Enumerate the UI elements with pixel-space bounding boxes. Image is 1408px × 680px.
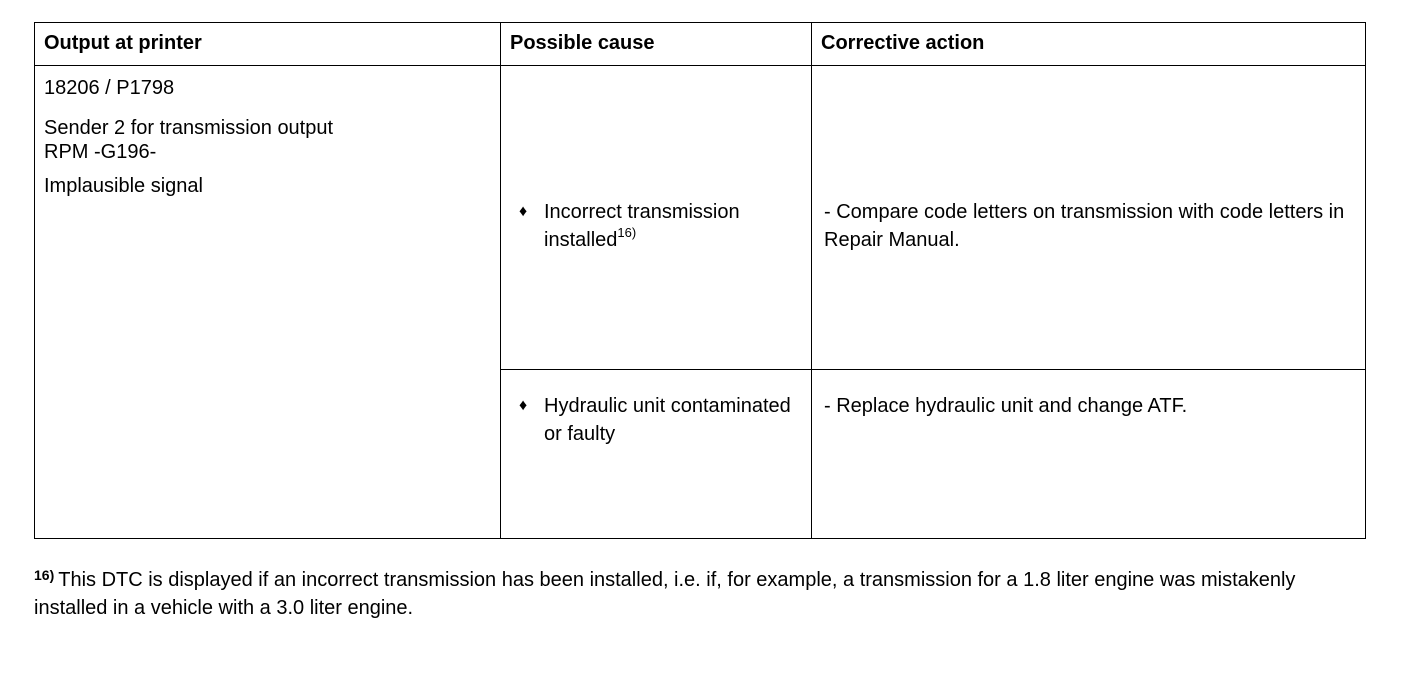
footnote-text: This DTC is displayed if an incorrect transmission has been installed, i.e. if, for example, a transmission for a 1.8 liter engine was mistakenly installed in a vehicle with a 3.0 liter engine. xyxy=(34,569,1296,619)
action-text: - Replace hydraulic unit and change ATF. xyxy=(824,395,1188,417)
cause-cell xyxy=(501,66,812,370)
output-cell xyxy=(35,66,501,539)
action-cell xyxy=(812,370,1366,539)
dtc-signal: Implausible signal xyxy=(44,175,203,197)
footnote-mark: 16) xyxy=(34,567,55,583)
action-text: - Compare code letters on transmission with code letters in Repair Manual. xyxy=(824,201,1345,251)
footnote-ref: 16) xyxy=(617,225,637,240)
footnote xyxy=(34,566,1334,622)
action-cell xyxy=(812,66,1366,370)
dtc-code: 18206 / P1798 xyxy=(44,77,175,99)
dtc-table xyxy=(34,22,1366,539)
cause-text: Hydraulic unit contaminated or faulty xyxy=(544,395,791,445)
cause-item xyxy=(519,392,811,448)
header-output-at-printer: Output at printer xyxy=(35,23,501,66)
cause-item xyxy=(519,198,811,254)
dtc-description: Sender 2 for transmission output RPM -G196- xyxy=(44,117,334,163)
table-header-row xyxy=(35,23,1366,66)
diamond-bullet-icon: ♦ xyxy=(519,397,528,414)
diamond-bullet-icon: ♦ xyxy=(519,203,528,220)
header-corrective-action: Corrective action xyxy=(812,23,1366,66)
cause-text: Incorrect transmission installed xyxy=(544,201,740,251)
cause-cell xyxy=(501,370,812,539)
table-row xyxy=(35,66,1366,370)
header-possible-cause: Possible cause xyxy=(501,23,812,66)
